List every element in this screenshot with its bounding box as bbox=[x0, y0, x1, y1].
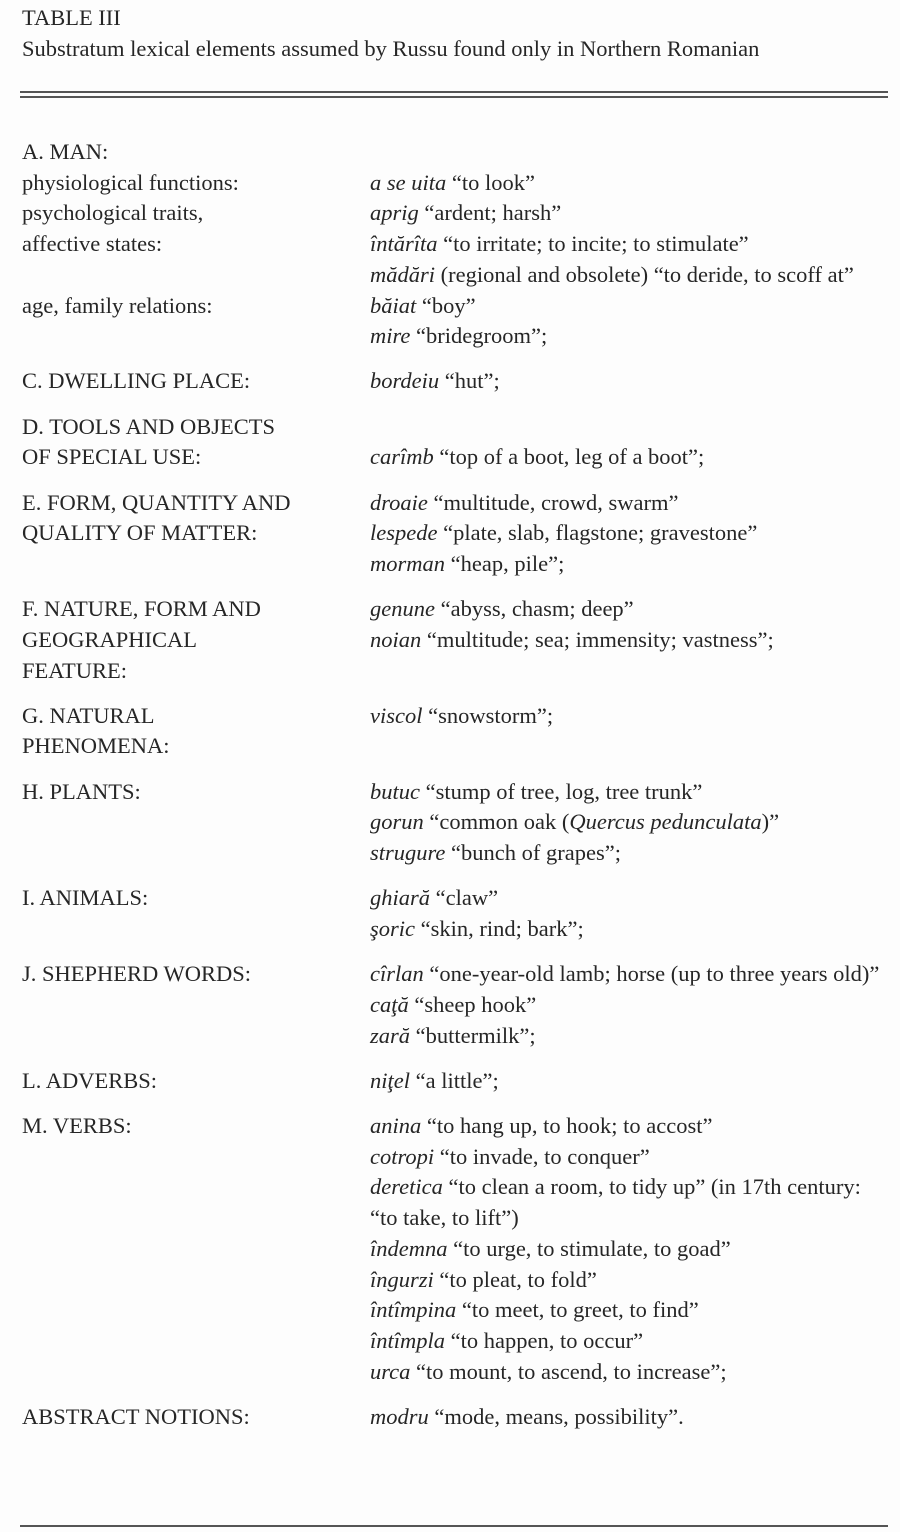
lexical-entry bbox=[370, 625, 884, 656]
english-gloss: “boy” bbox=[421, 292, 476, 318]
english-gloss-end: )” bbox=[761, 809, 780, 835]
lexical-entry bbox=[370, 442, 884, 473]
romanian-word: zară bbox=[370, 1022, 411, 1048]
lexical-entry bbox=[370, 914, 884, 945]
category-label bbox=[22, 701, 370, 762]
romanian-word: caţă bbox=[370, 991, 409, 1017]
romanian-word: îndemna bbox=[370, 1235, 448, 1261]
english-gloss: “bridegroom”; bbox=[416, 323, 548, 349]
romanian-word: cotropi bbox=[370, 1143, 435, 1169]
romanian-word: deretica bbox=[370, 1174, 443, 1200]
lexical-entry bbox=[370, 959, 884, 990]
label-line: PHENOMENA: bbox=[22, 733, 170, 759]
lexical-entry bbox=[370, 168, 884, 199]
english-gloss: “to clean a room, to tidy up” (in 17th century: “to take, to lift”) bbox=[370, 1174, 861, 1231]
lexical-entry bbox=[370, 321, 884, 352]
lexical-entry bbox=[370, 701, 884, 732]
label-line: FEATURE: bbox=[22, 657, 128, 683]
romanian-word: butuc bbox=[370, 778, 420, 804]
english-gloss: “to mount, to ascend, to increase”; bbox=[416, 1358, 727, 1384]
subcategory-psychological bbox=[22, 198, 888, 290]
english-gloss: “bunch of grapes”; bbox=[451, 840, 621, 866]
lexical-entry bbox=[370, 1357, 884, 1388]
romanian-word: droaie bbox=[370, 489, 428, 515]
lexical-entry bbox=[370, 518, 884, 549]
english-gloss: “to hang up, to hook; to accost” bbox=[426, 1112, 713, 1138]
category-l bbox=[22, 1066, 888, 1097]
english-gloss: “top of a boot, leg of a boot”; bbox=[439, 444, 705, 470]
category-label: I. ANIMALS: bbox=[22, 885, 149, 911]
lexical-entry bbox=[370, 488, 884, 519]
romanian-word: întîmpina bbox=[370, 1297, 457, 1323]
english-gloss: “to invade, to conquer” bbox=[439, 1143, 650, 1169]
label-line: QUALITY OF MATTER: bbox=[22, 520, 258, 546]
lexical-entry bbox=[370, 594, 884, 625]
category-label: H. PLANTS: bbox=[22, 778, 141, 804]
romanian-word: şoric bbox=[370, 915, 415, 941]
romanian-word: genune bbox=[370, 596, 435, 622]
label-line: D. TOOLS AND OBJECTS bbox=[22, 413, 275, 439]
lexical-entry bbox=[370, 1402, 884, 1433]
category-abstract bbox=[22, 1402, 888, 1433]
subcategory-label bbox=[22, 198, 370, 290]
category-label: ABSTRACT NOTIONS: bbox=[22, 1403, 250, 1429]
romanian-word: urca bbox=[370, 1358, 411, 1384]
lexical-entry bbox=[370, 807, 884, 838]
category-h bbox=[22, 777, 888, 869]
lexical-entry bbox=[370, 260, 884, 291]
lexical-entry bbox=[370, 1172, 884, 1233]
subcategory-physiological bbox=[22, 168, 888, 199]
category-m bbox=[22, 1111, 888, 1387]
english-gloss: “heap, pile”; bbox=[450, 550, 565, 576]
english-gloss: “stump of tree, log, tree trunk” bbox=[425, 778, 703, 804]
category-f bbox=[22, 594, 888, 686]
category-label: L. ADVERBS: bbox=[22, 1067, 158, 1093]
label-line: psychological traits, bbox=[22, 200, 204, 226]
subcategory-label: age, family relations: bbox=[22, 292, 213, 318]
category-j bbox=[22, 959, 888, 1051]
romanian-word: mădări bbox=[370, 261, 436, 287]
romanian-word: carîmb bbox=[370, 444, 434, 470]
lexical-entry bbox=[370, 549, 884, 580]
lexical-entry bbox=[370, 198, 884, 229]
english-gloss: “common oak ( bbox=[429, 809, 570, 835]
english-gloss: “plate, slab, flagstone; gravestone” bbox=[443, 520, 758, 546]
romanian-word: întîmpla bbox=[370, 1327, 446, 1353]
category-label: A. MAN: bbox=[22, 139, 109, 164]
lexical-entry bbox=[370, 291, 884, 322]
romanian-word: întărîta bbox=[370, 231, 438, 257]
category-label bbox=[22, 412, 370, 473]
label-line: OF SPECIAL USE: bbox=[22, 444, 202, 470]
table-header bbox=[22, 3, 888, 64]
romanian-word: strugure bbox=[370, 840, 446, 866]
english-gloss: “ardent; harsh” bbox=[424, 200, 562, 226]
lexical-entry bbox=[370, 1295, 884, 1326]
romanian-word: lespede bbox=[370, 520, 438, 546]
romanian-word: cîrlan bbox=[370, 961, 424, 987]
subcategory-label: physiological functions: bbox=[22, 169, 239, 195]
english-gloss: “a little”; bbox=[415, 1067, 499, 1093]
romanian-word: niţel bbox=[370, 1067, 410, 1093]
bottom-rule-divider bbox=[20, 1525, 888, 1527]
table-label: TABLE III bbox=[22, 5, 121, 30]
romanian-word: viscol bbox=[370, 702, 423, 728]
romanian-word: mire bbox=[370, 323, 411, 349]
lexical-entry bbox=[370, 777, 884, 808]
category-c bbox=[22, 366, 888, 397]
category-label: J. SHEPHERD WORDS: bbox=[22, 961, 251, 987]
english-gloss: (regional and obsolete) “to deride, to scoff at” bbox=[440, 261, 854, 287]
lexical-entry bbox=[370, 1326, 884, 1357]
lexical-entry bbox=[370, 229, 884, 260]
romanian-word: gorun bbox=[370, 809, 424, 835]
english-gloss: “abyss, chasm; deep” bbox=[440, 596, 634, 622]
romanian-word: îngurzi bbox=[370, 1266, 434, 1292]
english-gloss: “buttermilk”; bbox=[415, 1022, 536, 1048]
category-label bbox=[22, 594, 370, 686]
lexical-entry bbox=[370, 366, 884, 397]
romanian-word: anina bbox=[370, 1112, 422, 1138]
category-label bbox=[22, 488, 370, 580]
romanian-word: a se uita bbox=[370, 169, 447, 195]
label-line: GEOGRAPHICAL bbox=[22, 626, 198, 652]
lexical-entry bbox=[370, 990, 884, 1021]
english-gloss: “to urge, to stimulate, to goad” bbox=[453, 1235, 731, 1261]
category-e bbox=[22, 488, 888, 580]
english-gloss: “to irritate; to incite; to stimulate” bbox=[443, 231, 749, 257]
english-gloss: “mode, means, possibility”. bbox=[434, 1403, 684, 1429]
english-gloss: “to happen, to occur” bbox=[450, 1327, 644, 1353]
table-caption: Substratum lexical elements assumed by Russu found only in Northern Romanian bbox=[22, 35, 760, 61]
english-gloss: “multitude; sea; immensity; vastness”; bbox=[426, 626, 774, 652]
english-gloss: “to pleat, to fold” bbox=[439, 1266, 597, 1292]
category-d bbox=[22, 412, 888, 473]
romanian-word: băiat bbox=[370, 292, 417, 318]
category-a bbox=[22, 137, 888, 168]
english-gloss: “claw” bbox=[435, 885, 499, 911]
table-body bbox=[22, 137, 888, 1447]
romanian-word: noian bbox=[370, 626, 422, 652]
label-line: G. NATURAL bbox=[22, 702, 155, 728]
english-gloss: “to look” bbox=[451, 169, 535, 195]
romanian-word: modru bbox=[370, 1403, 429, 1429]
lexical-entry bbox=[370, 1142, 884, 1173]
english-gloss: “hut”; bbox=[444, 368, 500, 394]
category-g bbox=[22, 701, 888, 762]
label-line: E. FORM, QUANTITY AND bbox=[22, 489, 291, 515]
subcategory-age-family bbox=[22, 291, 888, 352]
label-line: F. NATURE, FORM AND bbox=[22, 596, 261, 622]
category-label: M. VERBS: bbox=[22, 1112, 132, 1138]
label-line: affective states: bbox=[22, 231, 163, 257]
lexical-entry bbox=[370, 883, 884, 914]
english-gloss: “one-year-old lamb; horse (up to three years old)” bbox=[429, 961, 880, 987]
latin-name: Quercus pedunculata bbox=[569, 809, 762, 835]
lexical-entry bbox=[370, 838, 884, 869]
lexical-entry bbox=[370, 1111, 884, 1142]
category-label: C. DWELLING PLACE: bbox=[22, 368, 251, 394]
english-gloss: “to meet, to greet, to find” bbox=[461, 1297, 699, 1323]
romanian-word: bordeiu bbox=[370, 368, 440, 394]
english-gloss: “sheep hook” bbox=[414, 991, 537, 1017]
romanian-word: aprig bbox=[370, 200, 419, 226]
lexical-entry bbox=[370, 1066, 884, 1097]
lexical-entry bbox=[370, 1265, 884, 1296]
romanian-word: morman bbox=[370, 550, 446, 576]
category-i bbox=[22, 883, 888, 944]
english-gloss: “snowstorm”; bbox=[428, 702, 554, 728]
double-rule-divider bbox=[20, 91, 888, 98]
lexical-entry bbox=[370, 1021, 884, 1052]
english-gloss: “skin, rind; bark”; bbox=[420, 915, 584, 941]
lexical-entry bbox=[370, 1234, 884, 1265]
english-gloss: “multitude, crowd, swarm” bbox=[433, 489, 679, 515]
romanian-word: ghiară bbox=[370, 885, 431, 911]
